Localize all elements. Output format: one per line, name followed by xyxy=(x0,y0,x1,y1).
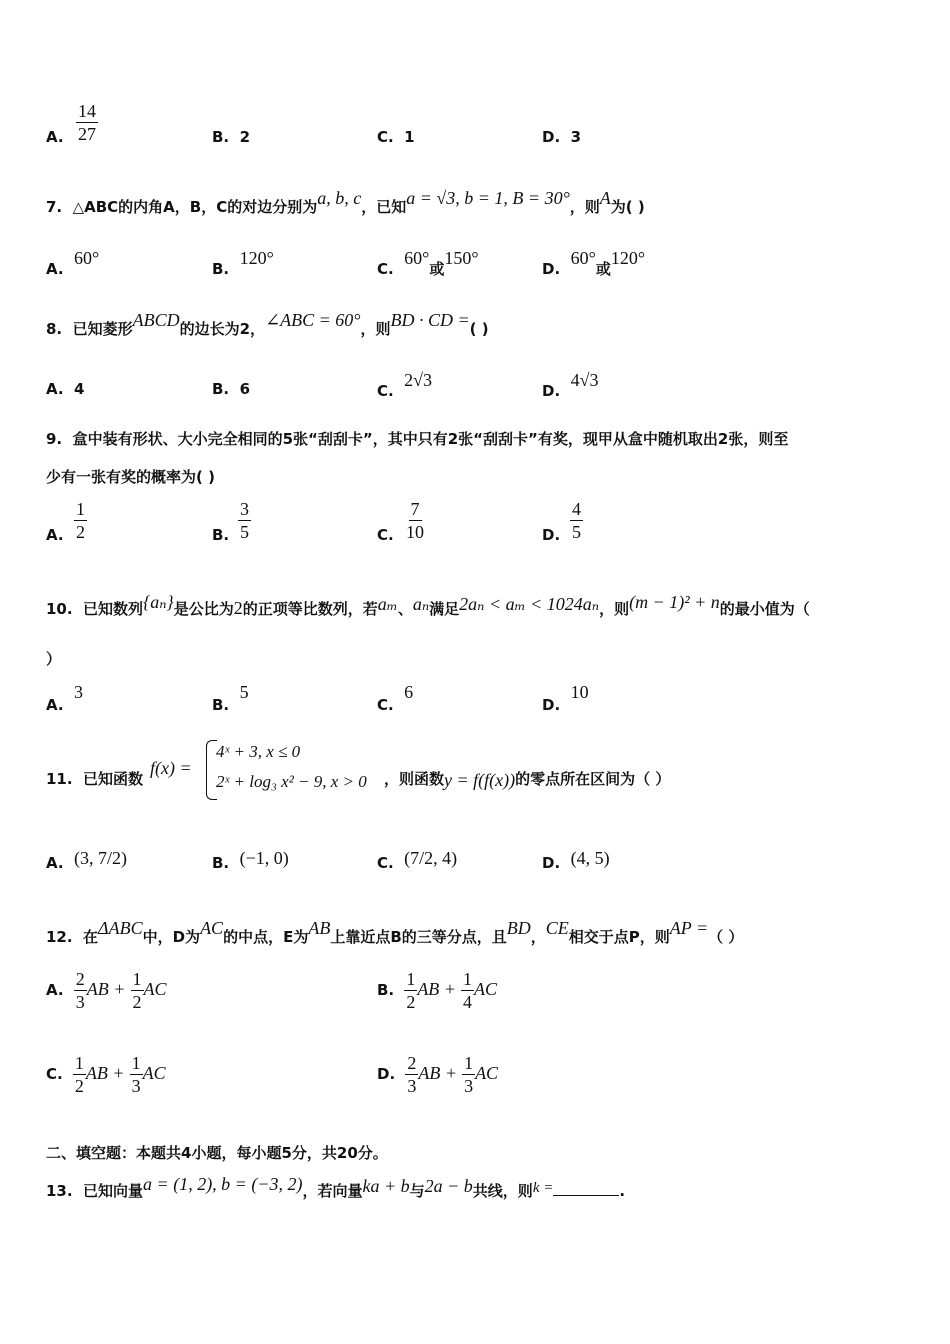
q7-option-c: C. 60°或150° xyxy=(377,248,479,278)
q6-option-a-label: A. xyxy=(46,128,64,146)
q8-option-c: C. 2√3 xyxy=(377,370,433,400)
question-7-stem: 7. △ABC的内角A，B，C的对边分别为a, b, c，已知a = √3, b = 1, B = 30°，则A为( ) xyxy=(46,188,645,216)
q8-option-a: A. 4 xyxy=(46,380,85,398)
q8-option-b: B. 6 xyxy=(212,380,251,398)
q11-option-b: B. (−1, 0) xyxy=(212,848,289,872)
question-9-line2: 少有一张有奖的概率为( ) xyxy=(46,468,215,486)
q7-option-d: D. 60°或120° xyxy=(542,248,646,278)
q9-option-a-label: A. xyxy=(46,526,64,544)
q6-option-c: C. 1 xyxy=(377,128,415,146)
question-10-stem: 10. 已知数列{aₙ}是公比为2的正项等比数列，若aₘ、aₙ满足2aₙ < aₘ < 1024aₙ，则(m − 1)² + n的最小值为（ xyxy=(46,592,810,618)
q10-option-a: A. 3 xyxy=(46,682,84,714)
q12-option-b: B. $\frac{1}{2}$ AB + $\frac{1}{4}$ AC xyxy=(377,969,498,1012)
q12-option-c: C. $\frac{1}{2}$ AB + $\frac{1}{3}$ AC xyxy=(46,1053,166,1096)
answer-blank[interactable] xyxy=(553,1181,619,1196)
question-13-stem: 13. 已知向量a = (1, 2), b = (−3, 2)，若向量ka + b与2a − b共线，则k = . xyxy=(46,1174,626,1200)
q11-option-c: C. (7/2, 4) xyxy=(377,848,458,872)
q6-option-b: B. 2 xyxy=(212,128,251,146)
question-11-tail: ，则函数y = f(f(x))的零点所在区间为（ ） xyxy=(384,770,671,790)
q9-option-c-fraction: $\frac{7}{10}$ xyxy=(406,499,424,542)
q10-option-c: C. 6 xyxy=(377,682,414,714)
q9-option-a-fraction: $\frac{1}{2}$ xyxy=(76,499,85,542)
q9-option-d-label: D. xyxy=(542,526,561,544)
question-9-line1: 9. 盒中装有形状、大小完全相同的5张“刮刮卡”，其中只有2张“刮刮卡”有奖，现甲从盒中随机取出2张，则至 xyxy=(46,430,789,448)
q10-option-b: B. 5 xyxy=(212,682,249,714)
q12-option-a: A. $\frac{2}{3}$ AB + $\frac{1}{2}$ AC xyxy=(46,969,167,1012)
section-2-heading: 二、填空题：本题共4小题，每小题5分，共20分。 xyxy=(46,1144,388,1162)
question-11-case2: 2ˣ + log₃ x² − 9, x > 0 xyxy=(216,772,367,791)
q11-option-d: D. (4, 5) xyxy=(542,848,610,872)
q11-option-a: A. (3, 7/2) xyxy=(46,848,128,872)
question-11-label: 11. 已知函数 xyxy=(46,770,144,788)
q7-option-a: A. 60° xyxy=(46,248,100,278)
q8-option-d: D. 4√3 xyxy=(542,370,599,400)
question-8-stem: 8. 已知菱形ABCD的边长为2，∠ABC = 60°，则BD · CD =( ) xyxy=(46,310,489,338)
question-11-case1: 4ˣ + 3, x ≤ 0 xyxy=(216,742,301,761)
question-11-fx: f(x) = xyxy=(150,758,192,778)
q12-option-d: D. $\frac{2}{3}$ AB + $\frac{1}{3}$ AC xyxy=(377,1053,499,1096)
q7-option-b: B. 120° xyxy=(212,248,274,278)
question-12-stem: 12. 在ΔABC中，D为AC的中点，E为AB上靠近点B的三等分点，且BD，CE相交于点P，则AP =（ ） xyxy=(46,918,744,946)
q9-option-c-label: C. xyxy=(377,526,394,544)
q9-option-d-fraction: $\frac{4}{5}$ xyxy=(572,499,581,542)
q9-option-b-label: B. xyxy=(212,526,230,544)
question-10-line2: ） xyxy=(46,650,62,668)
q9-option-b-fraction: $\frac{3}{5}$ xyxy=(240,499,249,542)
q10-option-d: D. 10 xyxy=(542,682,589,714)
q6-option-a-fraction: $\frac{14}{27}$ xyxy=(78,101,96,144)
q6-option-d: D. 3 xyxy=(542,128,582,146)
